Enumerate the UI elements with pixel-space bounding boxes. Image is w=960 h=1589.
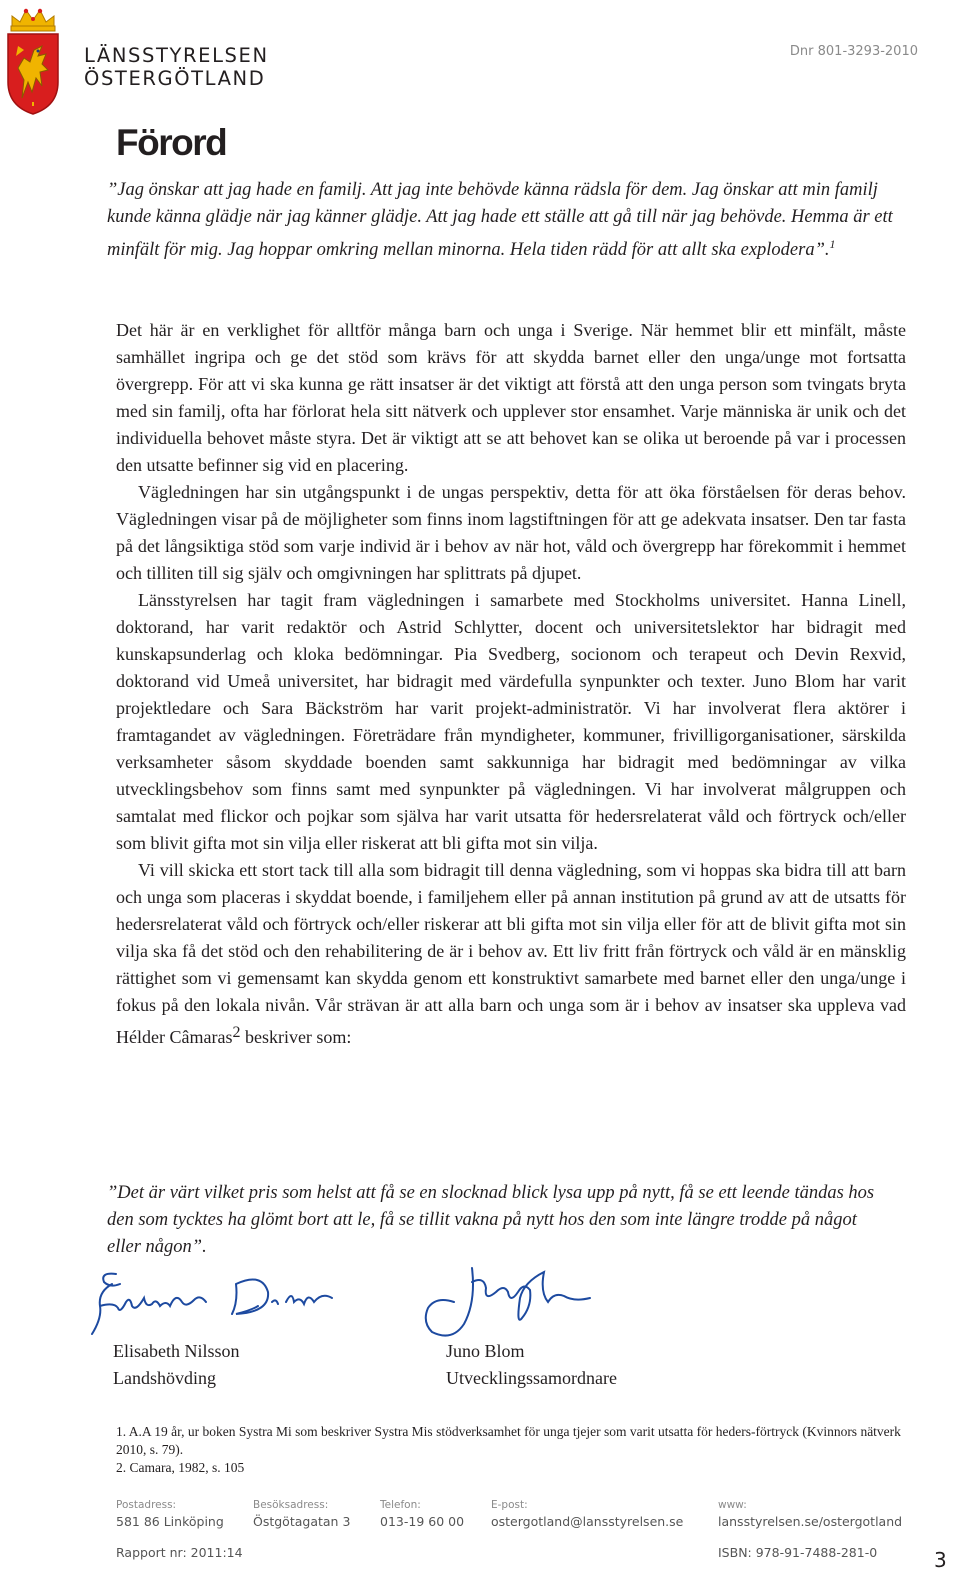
document-number: Dnr 801-3293-2010 [789, 44, 918, 59]
footnotes [116, 1423, 906, 1477]
body-paragraph-4 [116, 857, 906, 1051]
body-paragraph-2: Vägledningen har sin utgångspunkt i de ungas perspektiv, detta för att öka förståelsen för deras behov. Vägledningen visar på de möjligheter som finns inom lagstiftningen för att ge adekvata insatser. Den tar fasta på det långsiktiga stöd som varje individ är i behov av när hot, våld och övergrepp har förekommit i hemmet och tilliten till sig själv och omgivningen har splittrats på djupet. [116, 482, 906, 583]
footer-value: 013-19 60 00 [380, 1514, 465, 1529]
body-paragraph-4-end: beskriver som: [240, 1027, 352, 1047]
body-paragraph-1: Det här är en verklighet för alltför många barn och unga i Sverige. När hemmet blir ett minfält, måste samhället ingripa och ge det stöd som krävs för att skydda barnet eller den unga/unge mot fortsatta övergrepp. För att vi ska kunna ge rätt insatser är det viktigt att förstå att den unga person som tvingats bryta med sin familj, ofta har förlorat hela sitt nätverk och upplever stor ensamhet. Varje människa är unik och det individuella behovet måste styra. Det är viktigt att se att behovet kan se olika ut beroende på var i processen den utsatte befinner sig vid en placering. [116, 320, 906, 475]
isbn: ISBN: 978-91-7488-281-0 [718, 1545, 878, 1560]
footnote-ref-1: 1 [829, 237, 836, 251]
signer-name: Elisabeth Nilsson [113, 1341, 240, 1361]
report-number: Rapport nr: 2011:14 [116, 1545, 243, 1560]
footer-label: www: [718, 1499, 747, 1511]
footer-value: 581 86 Linköping [116, 1514, 224, 1529]
org-name-line1: LÄNSSTYRELSEN [84, 44, 269, 67]
footer-telefon [380, 1499, 464, 1529]
signature-block-2 [446, 1338, 617, 1392]
closing-quote: ”Det är värt vilket pris som helst att få se en slocknad blick lysa upp på nytt, få se ett leende tändas hos den som tycktes ha glömt bort att le, få se tillit vakna på nytt hos den som inte längre trodde på något eller någon”. [107, 1183, 875, 1257]
footer-value: Östgötagatan 3 [253, 1514, 351, 1529]
organization-name [84, 44, 269, 90]
signer-title: Utvecklingssamordnare [446, 1368, 617, 1388]
body-text [116, 317, 906, 1051]
signer-title: Landshövding [113, 1368, 216, 1388]
footer-website-link[interactable]: lansstyrelsen.se/ostergotland [718, 1514, 903, 1529]
footnote-1: 1. A.A 19 år, ur boken Systra Mi som beskriver Systra Mis stödverksamhet för unga tjejer som varit utsatta för heders-förtryck (Kvinnors nätverk 2010, s. 79). [116, 1424, 901, 1457]
signer-name: Juno Blom [446, 1341, 525, 1361]
org-name-line2: ÖSTERGÖTLAND [84, 67, 266, 90]
footer-www [718, 1499, 902, 1529]
footnote-2: 2. Camara, 1982, s. 105 [116, 1460, 245, 1475]
signature-nilsson-icon [86, 1262, 346, 1342]
opening-quote [107, 177, 907, 264]
footer-postadress [116, 1499, 224, 1529]
footer-label: E-post: [491, 1499, 528, 1511]
footer-label: Besöksadress: [253, 1499, 329, 1511]
footer-email-link[interactable]: ostergotland@lansstyrelsen.se [491, 1514, 684, 1529]
footer-label: Postadress: [116, 1499, 177, 1511]
coat-of-arms-griffin-icon [4, 6, 62, 116]
opening-quote-text: ”Jag önskar att jag hade en familj. Att jag inte behövde känna rädsla för dem. Jag önskar att min familj kunde känna glädje när jag känner glädje. Att jag hade ett ställe att gå till när jag behövde. Hemma är ett minfält för mig. Jag hoppar omkring mellan minorna. Hela tiden rädd för att allt ska explodera”. [107, 180, 893, 260]
footer-label: Telefon: [380, 1499, 421, 1511]
footnote-ref-2: 2 [232, 1024, 241, 1041]
body-paragraph-3: Länsstyrelsen har tagit fram vägledningen i samarbete med Stockholms universitet. Hanna Linell, doktorand, har varit redaktör och Astrid Schlytter, docent och universitetslektor har bidragit med kunskapsunderlag och kloka bedömningar. Pia Svedberg, socionom och terapeut och Devin Rexvid, doktorand vid Umeå universitet, har bidragit med värdefulla synpunkter och texter. Juno Blom har varit projektledare och Sara Bäckström har varit projekt-administratör. Vi har involverat flera aktörer i framtagandet av vägledningen. Företrädare från myndigheter, kommuner, frivilligorganisationer, särskilda verksamheter såsom skyddade boenden samt sakkunniga har bidragit med bedömningar av vilka utvecklingsbehov som finns samt med synpunkter på vägledningen. Vi har involverat målgruppen och samtalat med flickor och pojkar som själva har varit utsatta för hedersrelaterat våld och förtryck och/eller som blivit gifta mot sin vilja eller riskerat att bli gifta mot sin vilja. [116, 590, 906, 853]
body-paragraph-4-text: Vi vill skicka ett stort tack till alla som bidragit till denna vägledning, som vi hoppas ska bidra till att barn och unga som placeras i skyddat boende, i familjehem eller på annan institution på grund av att de utsatts för hedersrelaterat våld och förtryck och/eller riskerar att bli gifta mot sin vilja eller för att de blivit gifta mot sin vilja ska få det stöd och den rehabilitering de är i behov av. Ett liv fritt från förtryck och våld är en mänsklig rättighet som vi gemensamt kan skydda genom ett konstruktivt samarbete med barnet eller den unga/unge i fokus på den lokala nivån. Vår strävan är att alla barn och unga som är i behov av insatser ska uppleva vad Hélder Câmaras [116, 860, 906, 1047]
page-number: 3 [934, 1548, 947, 1572]
page-title: Förord [116, 122, 227, 163]
signature-block-1 [113, 1338, 240, 1392]
footer-besoksadress [253, 1499, 350, 1529]
footer-epost [491, 1499, 683, 1529]
